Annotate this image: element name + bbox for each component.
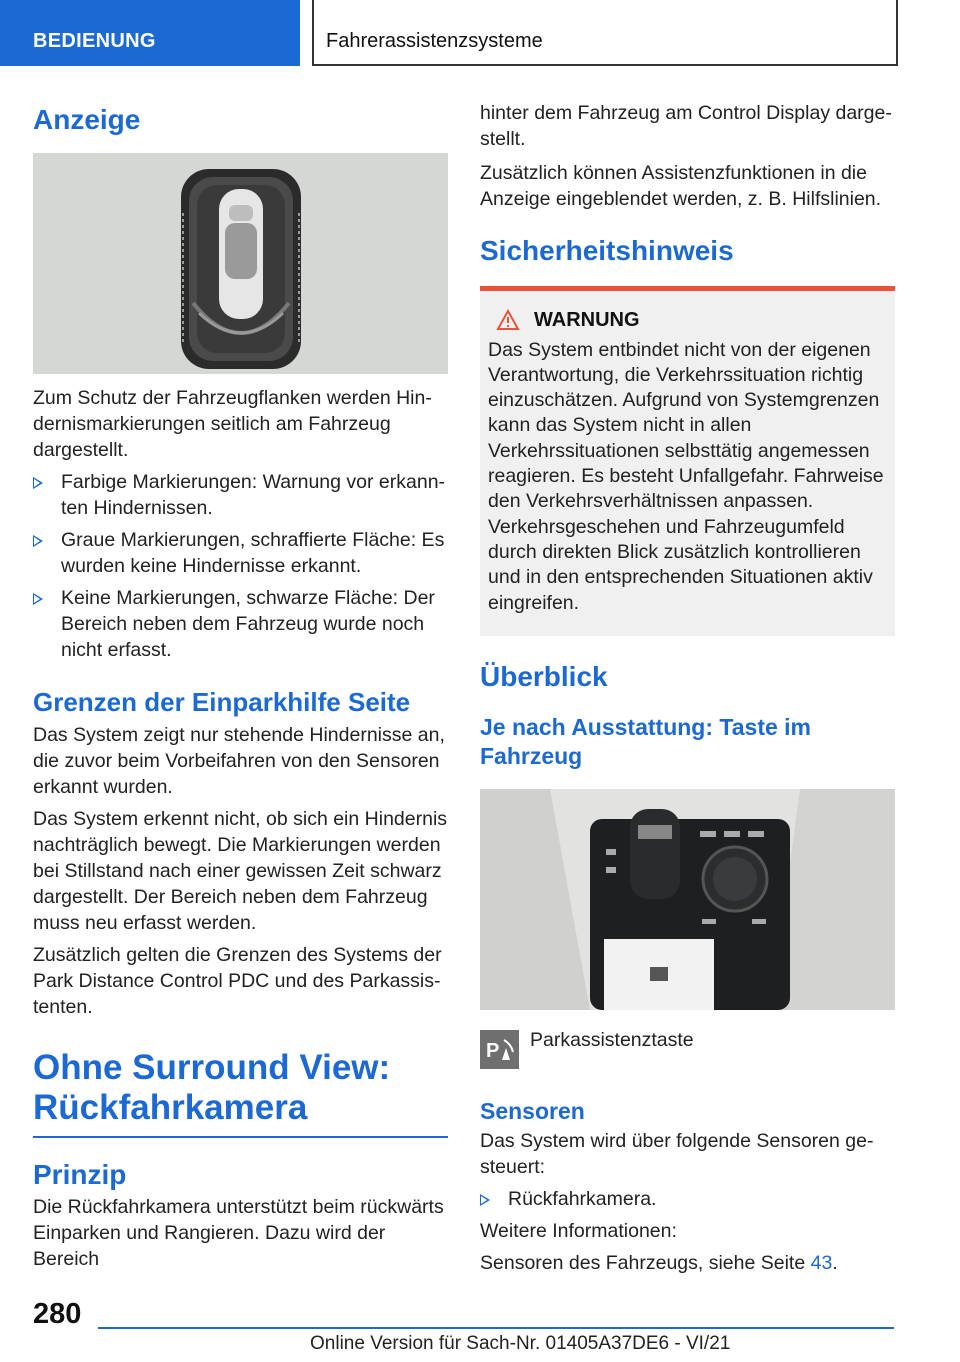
triangle-bullet-icon — [33, 593, 43, 605]
taste-heading: Je nach Ausstattung: Taste im Fahrzeug — [480, 714, 812, 770]
page-link-43[interactable]: 43 — [810, 1251, 833, 1274]
warning-label: WARNUNG — [534, 308, 640, 331]
header-chapter-tab — [312, 0, 898, 66]
anzeige-text: Zum Schutz der Fahrzeugflanken werden Hindernismarkierungen seitlich am Fahrzeug dargestellt. — [33, 386, 432, 461]
weitere-text: Weitere Informationen: — [480, 1219, 677, 1242]
grenzen-heading: Grenzen der Einparkhilfe Seite — [33, 686, 411, 717]
ueberblick-heading: Überblick — [480, 660, 608, 692]
parking-assist-button-icon — [480, 1030, 519, 1069]
ohne-surround-heading: Ohne Surround View: Rückfahrkamera — [33, 1047, 391, 1128]
left-column — [33, 100, 448, 1272]
page-number: 280 — [33, 1298, 82, 1330]
header-section-label: BEDIENUNG — [33, 30, 156, 52]
header-section-tab — [0, 0, 300, 66]
heading-rule — [33, 1136, 448, 1138]
zusatz-text: Zusätzlich können Assistenzfunktionen in die Anzeige eingeblendet werden, z. B. Hilfslinien. — [480, 162, 882, 210]
triangle-bullet-icon — [33, 535, 43, 547]
center-console-illustration — [480, 789, 895, 1010]
footer-online-version: Online Version für Sach-Nr. 01405A37DE6 - VI/21 — [310, 1333, 731, 1354]
grenzen-paragraph-1: Das System zeigt nur stehende Hindernisse an, die zuvor beim Vorbeifahren von den Sensoren erkannt wurden. — [33, 723, 445, 798]
sensoren-text: Das System wird über folgende Sensoren gesteuert: — [480, 1129, 874, 1178]
warning-title — [488, 309, 887, 332]
sicherheitshinweis-heading: Sicherheitshinweis — [480, 235, 734, 266]
parkassist-label: Parkassistenztaste — [530, 1028, 694, 1051]
sensoren-bullet-list — [480, 1186, 895, 1212]
parking-display-image — [33, 153, 448, 374]
parkassist-key-row — [480, 1030, 895, 1069]
list-item: Rückfahrkamera. — [480, 1186, 895, 1212]
continued-text: hinter dem Fahrzeug am Control Display dargestellt. — [480, 102, 892, 150]
center-console-image — [480, 789, 895, 1010]
sensoren-reference: Sensoren des Fahrzeugs, siehe Seite 43. — [480, 1251, 838, 1274]
grenzen-paragraph-2: Das System erkennt nicht, ob sich ein Hindernis nachträglich bewegt. Die Markierungen werden bei Stillstand nach einer gewissen Zeit schwarz dargestellt. Der Bereich neben dem Fahrzeug muss neu erfasst werden. — [33, 807, 448, 934]
anzeige-heading: Anzeige — [33, 104, 141, 135]
sensoren-heading: Sensoren — [480, 1097, 585, 1124]
header-chapter-label: Fahrerassistenzsysteme — [326, 30, 543, 52]
anzeige-bullet-list — [33, 469, 448, 663]
svg-text:P: P — [486, 1039, 500, 1062]
warning-text: Das System entbindet nicht von der eigenen Verantwortung, die Verkehrssituation richtig einzuschätzen. Aufgrund von Systemgrenzen kann das System nicht in allen Verkehrssituationen selbsttätig angemessen reagieren. Es besteht Unfallgefahr. Fahrweise den Verkehrsverhältnissen anpassen. Verkehrsgeschehen und Fahrzeugumfeld durch direkten Blick zusätzlich kontrollieren und in den entsprechenden Situationen aktiv eingreifen. — [488, 338, 884, 614]
triangle-bullet-icon — [480, 1194, 490, 1206]
right-column — [480, 100, 895, 1276]
prinzip-heading: Prinzip — [33, 1159, 127, 1191]
warning-triangle-icon — [496, 309, 520, 331]
list-item: Farbige Markierungen: Warnung vor erkannten Hindernissen. — [33, 469, 448, 521]
parking-display-illustration — [33, 153, 448, 374]
warning-box — [480, 286, 895, 636]
list-item: Keine Markierungen, schwarze Fläche: Der Bereich neben dem Fahrzeug wurde noch nicht erfasst. — [33, 585, 448, 663]
list-item: Graue Markierungen, schraffierte Fläche: Es wurden keine Hindernisse erkannt. — [33, 527, 448, 579]
prinzip-text: Die Rückfahrkamera unterstützt beim rückwärts Einparken und Rangieren. Dazu wird der Bereich — [33, 1195, 444, 1270]
grenzen-paragraph-3: Zusätzlich gelten die Grenzen des Systems der Park Distance Control PDC und des Parkassistenten. — [33, 943, 442, 1018]
triangle-bullet-icon — [33, 477, 43, 489]
footer-rule — [98, 1327, 894, 1329]
